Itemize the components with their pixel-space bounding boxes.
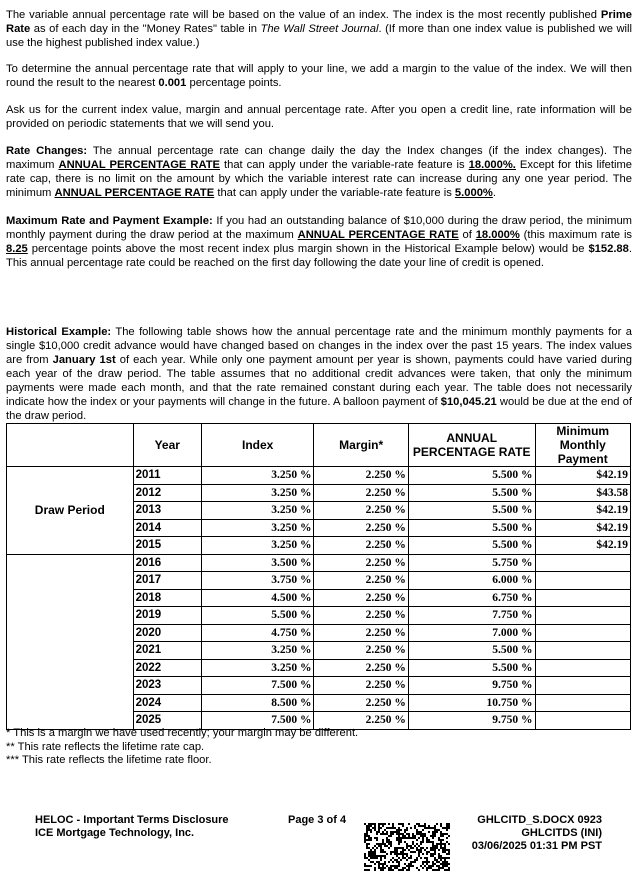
payment-cell: [535, 712, 631, 730]
margin-cell: 2.250 %: [314, 467, 408, 485]
header-year: Year: [133, 424, 201, 467]
apr-cell: 6.000 %: [408, 572, 535, 590]
index-cell: 3.750 %: [201, 572, 314, 590]
year-cell: 2017: [133, 572, 201, 590]
footer-timestamp: 03/06/2025 01:31 PM PST: [471, 840, 602, 852]
payment-cell: $42.19: [535, 519, 631, 537]
index-cell: 3.500 %: [201, 554, 314, 572]
payment-cell: [535, 589, 631, 607]
payment-cell: [535, 554, 631, 572]
payment-cell: [535, 624, 631, 642]
year-cell: 2013: [133, 502, 201, 520]
index-cell: 3.250 %: [201, 502, 314, 520]
payment-cell: [535, 572, 631, 590]
payment-cell: [535, 607, 631, 625]
margin-cell: 2.250 %: [314, 712, 408, 730]
payment-cell: $43.58: [535, 484, 631, 502]
index-cell: 4.750 %: [201, 624, 314, 642]
apr-cell: 10.750 %: [408, 694, 535, 712]
index-cell: 3.250 %: [201, 519, 314, 537]
apr-cell: 5.500 %: [408, 484, 535, 502]
apr-cell: 9.750 %: [408, 712, 535, 730]
index-cell: 3.250 %: [201, 642, 314, 660]
footer-filename: GHLCITD_S.DOCX 0923: [477, 814, 602, 826]
index-cell: 7.500 %: [201, 712, 314, 730]
year-cell: 2016: [133, 554, 201, 572]
margin-cell: 2.250 %: [314, 677, 408, 695]
margin-cell: 2.250 %: [314, 607, 408, 625]
apr-cell: 5.500 %: [408, 467, 535, 485]
footer-document-title: HELOC - Important Terms Disclosure: [35, 814, 229, 826]
footer-left: [35, 814, 229, 840]
year-cell: 2020: [133, 624, 201, 642]
historical-example-table: [6, 423, 631, 730]
payment-cell: [535, 659, 631, 677]
payment-cell: $42.19: [535, 537, 631, 555]
header-index: Index: [201, 424, 314, 467]
draw-period-label: Draw Period: [7, 467, 134, 555]
rate-changes-paragraph: Rate Changes: The annual percentage rate can change daily the day the Index changes (if the index changes). The maximum ANNUAL PERCENTAGE RATE that can apply under the variable-rate feature is 18.000%. Except for this lifetime rate cap, there is no limit on the amount by which the variable interest rate can increase during any one year period. The minimum ANNUAL PERCENTAGE RATE that can apply under the variable-rate feature is 5.000%.: [6, 145, 632, 199]
apr-cell: 6.750 %: [408, 589, 535, 607]
index-cell: 4.500 %: [201, 589, 314, 607]
year-cell: 2014: [133, 519, 201, 537]
margin-cell: 2.250 %: [314, 484, 408, 502]
header-apr: ANNUAL PERCENTAGE RATE: [408, 424, 535, 467]
margin-cell: 2.250 %: [314, 537, 408, 555]
year-cell: 2025: [133, 712, 201, 730]
footnotes: [6, 727, 358, 768]
barcode-icon: [364, 823, 450, 871]
apr-cell: 9.750 %: [408, 677, 535, 695]
footer-page-number: Page 3 of 4: [288, 814, 347, 826]
apr-cell: 5.500 %: [408, 502, 535, 520]
year-cell: 2023: [133, 677, 201, 695]
year-cell: 2021: [133, 642, 201, 660]
margin-cell: 2.250 %: [314, 502, 408, 520]
margin-cell: 2.250 %: [314, 589, 408, 607]
margin-cell: 2.250 %: [314, 659, 408, 677]
footnote-floor: *** This rate reflects the lifetime rate floor.: [6, 754, 212, 766]
apr-cell: 5.500 %: [408, 537, 535, 555]
margin-cell: 2.250 %: [314, 624, 408, 642]
margin-cell: 2.250 %: [314, 642, 408, 660]
year-cell: 2011: [133, 467, 201, 485]
payment-cell: $42.19: [535, 502, 631, 520]
table-header-row: [7, 424, 631, 467]
margin-paragraph: To determine the annual percentage rate that will apply to your line, we add a margin to the value of the index. We will then round the result to the nearest 0.001 percentage points.: [6, 63, 632, 89]
footer-right: [472, 814, 602, 853]
year-cell: 2022: [133, 659, 201, 677]
repayment-period-cell: [7, 554, 134, 729]
index-cell: 8.500 %: [201, 694, 314, 712]
historical-example-paragraph: Historical Example: The following table shows how the annual percentage rate and the minimum monthly payments for a single $10,000 credit advance would have changed based on changes in the index over the past 15 years. The index values are from January 1st of each year. While only one payment amount per year is shown, payments could have varied during each year of the draw period. The table assumes that no additional credit advances were taken, that only the minimum payments were made each month, and that the rate remained constant during each year. The table does not necessarily indicate how the index or your payments will change in the future. A balloon payment of $10,045.21 would be due at the end of the draw period.: [6, 326, 632, 422]
header-margin: Margin*: [314, 424, 408, 467]
header-minimum-payment: Minimum Monthly Payment: [535, 424, 631, 467]
header-blank: [7, 424, 134, 467]
payment-cell: [535, 642, 631, 660]
index-cell: 3.250 %: [201, 659, 314, 677]
year-cell: 2024: [133, 694, 201, 712]
index-cell: 7.500 %: [201, 677, 314, 695]
apr-cell: 5.500 %: [408, 659, 535, 677]
payment-cell: $42.19: [535, 467, 631, 485]
apr-cell: 5.500 %: [408, 519, 535, 537]
margin-cell: 2.250 %: [314, 572, 408, 590]
year-cell: 2019: [133, 607, 201, 625]
year-cell: 2015: [133, 537, 201, 555]
apr-cell: 5.750 %: [408, 554, 535, 572]
apr-cell: 5.500 %: [408, 642, 535, 660]
table-row: [7, 467, 631, 485]
margin-cell: 2.250 %: [314, 554, 408, 572]
payment-cell: [535, 677, 631, 695]
margin-cell: 2.250 %: [314, 694, 408, 712]
apr-cell: 7.000 %: [408, 624, 535, 642]
year-cell: 2012: [133, 484, 201, 502]
index-cell: 3.250 %: [201, 484, 314, 502]
apr-cell: 7.750 %: [408, 607, 535, 625]
table-row: [7, 554, 631, 572]
index-cell: 3.250 %: [201, 537, 314, 555]
maximum-rate-paragraph: Maximum Rate and Payment Example: If you had an outstanding balance of $10,000 during the draw period, the minimum monthly payment during the draw period at the maximum ANNUAL PERCENTAGE RATE of 18.000% (this maximum rate is 8.25 percentage points above the most recent index plus margin shown in the Historical Example below) would be $152.88. This annual percentage rate could be reached on the first day following the date your line of credit is opened.: [6, 215, 633, 269]
footnote-margin: * This is a margin we have used recently; your margin may be different.: [6, 727, 359, 739]
index-cell: 5.500 %: [201, 607, 314, 625]
payment-cell: [535, 694, 631, 712]
ask-paragraph: Ask us for the current index value, margin and annual percentage rate. After you open a credit line, rate information will be provided on periodic statements that we will send you.: [6, 104, 632, 130]
margin-cell: 2.250 %: [314, 519, 408, 537]
footnote-cap: ** This rate reflects the lifetime rate cap.: [6, 740, 205, 753]
index-paragraph: The variable annual percentage rate will be based on the value of an index. The index is the most recently published Prime Rate as of each day in the "Money Rates" table in The Wall Street Journal. (If more than one index value is published we will use the highest published index value.): [6, 9, 632, 49]
index-cell: 3.250 %: [201, 467, 314, 485]
footer-form-code: GHLCITDS (INI): [521, 827, 602, 839]
footer-company: ICE Mortgage Technology, Inc.: [35, 827, 195, 839]
year-cell: 2018: [133, 589, 201, 607]
